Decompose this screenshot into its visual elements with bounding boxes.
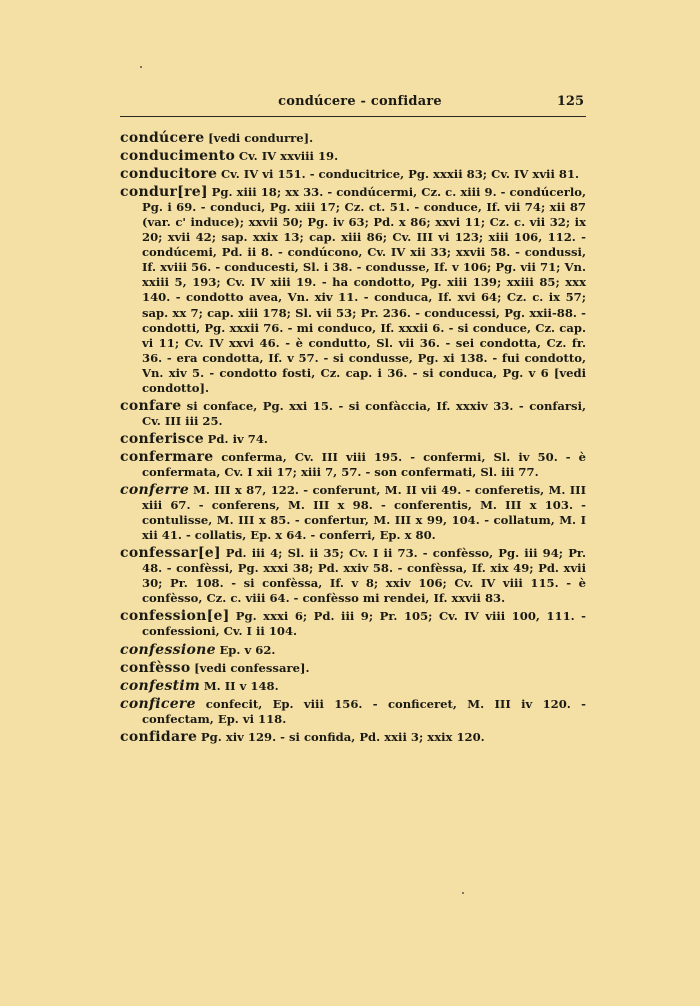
entry-headword: confare xyxy=(120,397,182,414)
running-title: condúcere - confidare xyxy=(278,94,442,109)
entry-text: [vedi condurre]. xyxy=(208,131,314,145)
entry xyxy=(120,185,586,396)
entry xyxy=(120,661,586,676)
entry-headword: confessione xyxy=(120,641,216,658)
entry-text: Pg. xxxi 6; Pd. iii 9; Pr. 105; Cv. IV viii 100, 111. - confessioni, Cv. I ii 104. xyxy=(142,609,586,639)
entry-headword: condúcere xyxy=(120,130,205,146)
entry-headword: confèsso xyxy=(120,659,191,676)
entry xyxy=(120,609,586,639)
entry xyxy=(120,131,586,146)
header-rule xyxy=(120,116,586,117)
entry-headword: confidare xyxy=(120,728,198,745)
entry-text: M. II v 148. xyxy=(203,678,279,693)
entry xyxy=(120,546,586,606)
entry-headword: conferre xyxy=(120,482,190,499)
entry xyxy=(120,399,586,429)
entry-text: Pg. xiv 129. - si confida, Pd. xxii 3; xxix 120. xyxy=(200,729,485,744)
entry xyxy=(120,149,586,164)
entry-text: Pg. xiii 18; xx 33. - condúcermi, Cz. c. xiii 9. - condúcerlo, Pg. i 69. - conduci, Pg. xiii 17; Cz. ct. 51. - conduce, If. vii 74; xii 87 (var. c' induce); xxvii 50; Pg. iv 63; Pd. x 86; xxvi 11; Cz. c. vii 32; ix 20; xvii 42; sap. xxix 13; cap. xiii 86; Cv. III vi 123; xiii 106, 112. - condúcemi, Pd. ii 8. - condúcono, Cv. IV xii 33; xxvii 58. - condussi, If. xviii 56. - conducesti, Sl. i 38. - condusse, If. v 106; Pg. vii 71; Vn. xxiii 5, 193; Cv. IV xiii 19. - ha condotto, Pg. xiii 139; xxiii 85; xxx 140. - condotto avea, Vn. xiv 11. - conduca, If. xvi 64; Cz. c. ix 57; sap. xx 7; cap. xiii 178; Sl. vii 53; Pr. 236. - conducessi, Pg. xxii-88. - condotti, Pg. xxxii 76. - mi conduco, If. xxxii 6. - si conduce, Cz. cap. vi 11; Cv. IV xxvi 46. - è condutto, Sl. vii 36. - sei condotta, Cz. fr. 36. - era condotta, If. v 57. - si condusse, Pg. xi 138. - fui condotto, Vn. xiv 5. - condotto fosti, Cz. cap. i 36. - si conduca, Pg. v 6 [vedi condotto]. xyxy=(142,185,587,395)
entry-text: Ep. v 62. xyxy=(219,642,276,657)
entry xyxy=(120,483,586,543)
dictionary-entries xyxy=(120,131,586,748)
entry-headword: conferisce xyxy=(120,430,204,447)
entry xyxy=(120,679,586,694)
entry-headword: confermare xyxy=(120,448,214,465)
entry-text: confecit, Ep. viii 156. - conficeret, M. III iv 120. - confectam, Ep. vi 118. xyxy=(142,696,586,726)
entry xyxy=(120,730,586,745)
paper-speck xyxy=(462,892,464,894)
entry xyxy=(120,167,586,182)
entry-text: si conface, Pg. xxi 15. - si confàccia, If. xxxiv 33. - confarsi, Cv. III iii 25. xyxy=(142,398,587,428)
entry xyxy=(120,697,586,727)
page-header xyxy=(120,94,586,112)
entry-text: Cv. IV vi 151. - conducitrice, Pg. xxxii 83; Cv. IV xvii 81. xyxy=(220,167,580,182)
entry-headword: conducitore xyxy=(120,166,218,183)
entry-text: Pd. iv 74. xyxy=(207,431,268,446)
entry-text: M. III x 87, 122. - conferunt, M. II vii 49. - conferetis, M. III xiii 67. - conferens, M. III x 98. - conferentis, M. III x 103. - contulisse, M. III x 85. - confertur, M. III x 99, 104. - collatum, M. I xii 41. - collatis, Ep. x 64. - conferri, Ep. x 80. xyxy=(142,483,587,543)
entry-headword: confessar[e] xyxy=(120,545,221,562)
page-number: 125 xyxy=(556,94,584,109)
entry xyxy=(120,450,586,480)
entry xyxy=(120,643,586,658)
entry-headword: conducimento xyxy=(120,148,236,165)
paper-speck xyxy=(140,66,142,68)
entry-text: [vedi confessare]. xyxy=(194,660,310,675)
entry-text: Cv. IV xxviii 19. xyxy=(238,149,339,164)
entry-text: conferma, Cv. III viii 195. - confermi, Sl. iv 50. - è confermata, Cv. I xii 17; xiii 7, 57. - son confermati, Sl. iii 77. xyxy=(142,449,586,479)
entry-headword: conficere xyxy=(120,695,196,712)
entry xyxy=(120,432,586,447)
entry-text: Pd. iii 4; Sl. ii 35; Cv. I ii 73. - confèsso, Pg. iii 94; Pr. 48. - confèssi, Pg. xxxi 38; Pd. xxiv 58. - confèssa, If. xix 49; Pd. xvii 30; Pr. 108. - si confèssa, If. v 8; xxiv 106; Cv. IV viii 115. - è confèsso, Cz. c. viii 64. - confèsso mi rendei, If. xxvii 83. xyxy=(142,546,586,606)
entry-headword: confestim xyxy=(120,677,201,694)
entry-headword: confession[e] xyxy=(120,608,230,625)
entry-headword: condur[re] xyxy=(120,184,208,201)
